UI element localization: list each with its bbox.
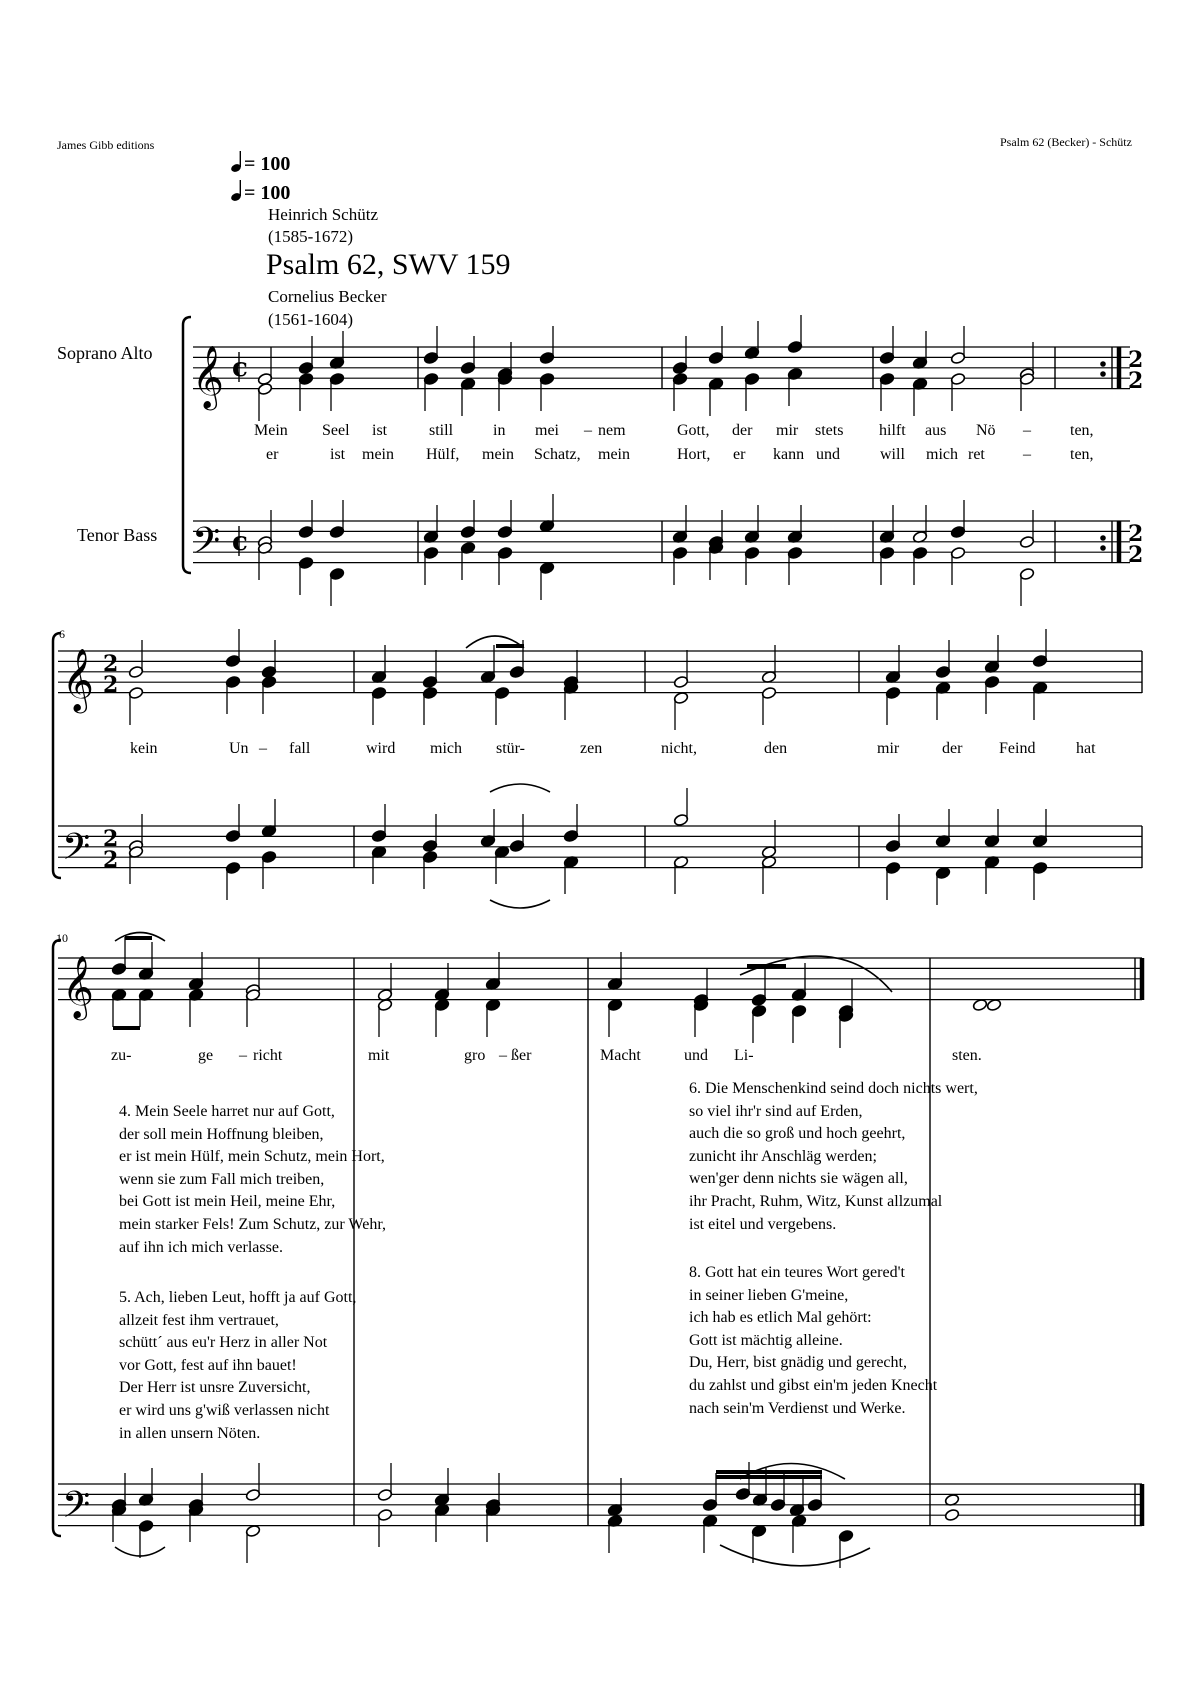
instrument-name-lower: Tenor Bass: [77, 525, 158, 545]
repeat-dot: [1101, 362, 1106, 367]
instrument-name-upper: Soprano Alto: [57, 343, 153, 363]
common-time-icon: c: [232, 353, 248, 383]
lyric-syllable: Hort,: [677, 446, 711, 463]
verse-line: allzeit fest ihm vertrauet,: [119, 1311, 279, 1329]
tempo-mark: = 100: [230, 180, 290, 205]
time-signature-numerator: 2: [103, 826, 119, 852]
lyric-syllable: mich: [430, 740, 462, 757]
lyric-syllable: –: [239, 1047, 247, 1064]
time-signature-numerator: 2: [103, 651, 119, 677]
half-note-head: [944, 1508, 960, 1521]
lyric-syllable: ten,: [1070, 422, 1094, 439]
composer-name: Heinrich Schütz: [268, 205, 378, 224]
repeat-dot: [1101, 372, 1106, 377]
verse-5: [119, 1287, 356, 1445]
lyric-syllable: –: [499, 1047, 507, 1064]
lyric-syllable: stür-: [496, 740, 526, 757]
time-signature-numerator: 2: [1128, 347, 1144, 373]
lyric-syllable: der: [942, 740, 963, 757]
lyric-syllable: nicht,: [661, 740, 697, 757]
lyric-syllable: Li-: [734, 1047, 754, 1064]
lyric-syllable: mein: [482, 446, 514, 463]
system-bracket: [53, 940, 61, 1536]
lyric-syllable: –: [1023, 446, 1031, 463]
treble-clef-icon: 𝄞: [192, 345, 224, 408]
bass-clef-icon: 𝄢: [62, 826, 91, 877]
system-bracket: [183, 317, 191, 573]
lyric-syllable: ten,: [1070, 446, 1094, 463]
bass-clef-icon: 𝄢: [192, 520, 221, 571]
verse-line: zunicht ihr Anschläg werden;: [689, 1147, 877, 1165]
lyric-syllable: Schatz,: [534, 446, 581, 463]
lyric-syllable: mein: [362, 446, 394, 463]
lyric-syllable: Macht: [600, 1047, 641, 1064]
lyric-syllable: Seel: [322, 422, 350, 439]
lyric-syllable: Gott,: [677, 422, 710, 439]
lyric-syllable: er: [733, 446, 746, 463]
measure-number: 6: [59, 627, 65, 641]
time-signature-denominator: 2: [1128, 542, 1144, 568]
lyric-syllable: –: [259, 740, 267, 757]
system-bracket: [53, 633, 61, 878]
repeat-dot: [1101, 546, 1106, 551]
verse-line: auch die so groß und hoch geehrt,: [689, 1125, 906, 1143]
lyric-syllable: –: [584, 422, 592, 439]
lyricist-dates: (1561-1604): [268, 310, 353, 329]
lyric-syllable: hilft: [879, 422, 906, 439]
verse-line: Du, Herr, bist gnädig und gerecht,: [689, 1354, 907, 1372]
slur: [720, 1545, 870, 1566]
verse-line: wen'ger denn nichts sie wägen all,: [689, 1170, 908, 1188]
lyricist-name: Cornelius Becker: [268, 287, 387, 306]
lyric-syllable: mich: [926, 446, 958, 463]
lyric-syllable: Mein: [254, 422, 288, 439]
slur: [490, 784, 550, 792]
common-time-icon: c: [232, 527, 248, 557]
verse-line: er ist mein Hülf, mein Schutz, mein Hort,: [119, 1148, 385, 1166]
verse-line: Der Herr ist unsre Zuversicht,: [119, 1379, 311, 1397]
lyric-syllable: –: [1023, 422, 1031, 439]
lyric-syllable: mit: [368, 1047, 390, 1064]
verse-line: schütt´ aus eu'r Herz in aller Not: [119, 1334, 328, 1352]
verse-line: wenn sie zum Fall mich treiben,: [119, 1170, 325, 1188]
verse-line: bei Gott ist mein Heil, meine Ehr,: [119, 1193, 336, 1211]
lyric-syllable: zen: [580, 740, 603, 757]
verse-line: auf ihn ich mich verlasse.: [119, 1238, 283, 1256]
lyric-syllable: ret: [968, 446, 985, 463]
verse-line: ist eitel und vergebens.: [689, 1215, 837, 1233]
verse-line: ich hab es etlich Mal gehört:: [689, 1309, 872, 1327]
repeat-dot: [1101, 536, 1106, 541]
lyric-syllable: will: [880, 446, 905, 463]
time-signature-denominator: 2: [103, 672, 119, 698]
lyric-syllable: gro: [464, 1047, 486, 1064]
treble-clef-icon: 𝄞: [62, 648, 94, 711]
verse-line: du zahlst und gibst ein'm jeden Knecht: [689, 1376, 938, 1394]
verse-line: vor Gott, fest auf ihn bauet!: [119, 1356, 297, 1374]
lyric-syllable: in: [493, 422, 506, 439]
lyric-syllable: Nö: [976, 422, 996, 439]
lyric-syllable: ist: [372, 422, 388, 439]
verse-line: 5. Ach, lieben Leut, hofft ja auf Gott,: [119, 1289, 357, 1306]
verse-line: 8. Gott hat ein teures Wort gered't: [689, 1264, 905, 1281]
lyric-syllable: richt: [253, 1047, 283, 1064]
lyric-syllable: und: [816, 446, 840, 463]
verse-6: [689, 1078, 978, 1236]
lyric-syllable: ist: [330, 446, 346, 463]
lyric-syllable: mei: [535, 422, 559, 439]
lyric-syllable: hat: [1076, 740, 1096, 757]
lyric-syllable: kann: [773, 446, 805, 463]
verse-line: ihr Pracht, Ruhm, Witz, Kunst allzumal: [689, 1192, 943, 1210]
publisher-label: James Gibb editions: [57, 138, 155, 152]
lyric-syllable: stets: [815, 422, 844, 439]
running-title: Psalm 62 (Becker) - Schütz: [1000, 135, 1132, 149]
lyric-syllable: Hülf,: [426, 446, 460, 463]
lyric-syllable: Un: [229, 740, 249, 757]
composer-dates: (1585-1672): [268, 227, 353, 246]
lyric-syllable: mein: [598, 446, 630, 463]
lyric-syllable: fall: [289, 740, 311, 757]
verse-line: Gott ist mächtig alleine.: [689, 1331, 843, 1349]
lyric-syllable: wird: [366, 740, 396, 757]
lyric-syllable: und: [684, 1047, 708, 1064]
measure-number: 10: [56, 931, 68, 945]
treble-clef-icon: 𝄞: [62, 955, 94, 1018]
time-signature-numerator: 2: [1128, 521, 1144, 547]
verse-8: [689, 1262, 937, 1420]
lyric-syllable: der: [732, 422, 753, 439]
lyric-syllable: ge: [198, 1047, 214, 1064]
verse-line: nach sein'm Verdienst und Werke.: [689, 1399, 906, 1417]
time-signature-denominator: 2: [1128, 368, 1144, 394]
lyric-syllable: still: [429, 422, 454, 439]
lyric-syllable: den: [764, 740, 788, 757]
verse-line: in allen unsern Nöten.: [119, 1424, 261, 1442]
bass-clef-icon: 𝄢: [62, 1484, 91, 1535]
lyric-syllable: Feind: [999, 740, 1036, 757]
lyric-syllable: zu-: [111, 1047, 132, 1064]
lyric-syllable: kein: [130, 740, 158, 757]
piece-title: Psalm 62, SWV 159: [266, 248, 511, 281]
half-note-head: [972, 998, 988, 1011]
slur: [740, 956, 892, 992]
time-signature-denominator: 2: [103, 847, 119, 873]
slur: [490, 900, 550, 908]
verse-line: 6. Die Menschenkind seind doch nichts wert,: [689, 1080, 978, 1097]
verse-line: der soll mein Hoffnung bleiben,: [119, 1125, 324, 1143]
verse-line: so viel ihr'r sind auf Erden,: [689, 1102, 863, 1120]
verse-line: er wird uns g'wiß verlassen nicht: [119, 1401, 330, 1419]
verse-4: [119, 1101, 386, 1259]
verse-line: mein starker Fels! Zum Schutz, zur Wehr,: [119, 1215, 387, 1233]
lyric-syllable: nem: [598, 422, 626, 439]
lyric-syllable: mir: [877, 740, 900, 757]
verse-line: in seiner lieben G'meine,: [689, 1286, 849, 1304]
lyric-syllable: er: [266, 446, 279, 463]
lyric-syllable: mir: [776, 422, 799, 439]
verse-line: 4. Mein Seele harret nur auf Gott,: [119, 1103, 335, 1120]
lyric-syllable: ßer: [511, 1047, 532, 1064]
lyric-syllable: sten.: [952, 1047, 982, 1064]
tempo-mark: = 100: [230, 151, 290, 176]
lyric-syllable: aus: [925, 422, 947, 439]
half-note-head: [986, 998, 1002, 1011]
